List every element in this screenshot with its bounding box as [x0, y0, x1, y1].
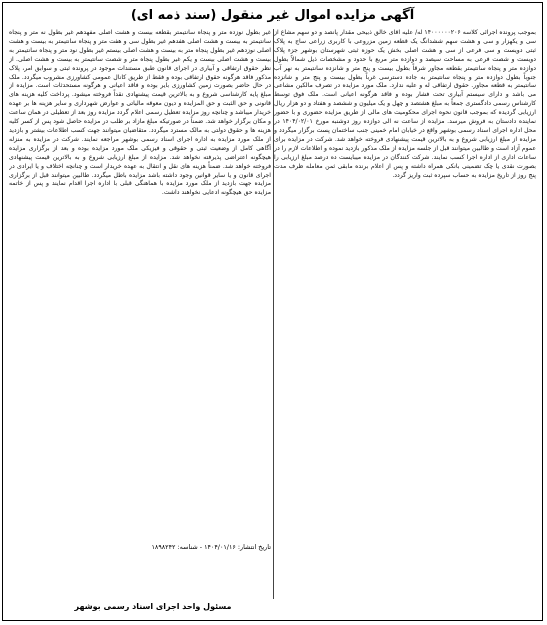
- notice-column-left: [9, 29, 271, 599]
- notice-frame: [2, 2, 543, 621]
- column-divider: [273, 29, 274, 599]
- notice-column-left-text: غیر بطول نوزده متر و پنجاه سانتیمتر بقطعه بیست و هشت اصلی مفهدهم غیر بطول نه متر و پنجاه سانتیمتر به بیست و هشت اصلی هفدهم غیر بطول سی و هفت متر و پنجاه سانتیمتر به بیست و هشت اصلی نوزدهم غیر بطول پنجاه متر به بیست و هشت اصلی بیستم غیر بطول نود متر و پنجاه سانتیمتر به بیست و هشت اصلی بیست و یکم غیر بطول پنجاه متر و شصت سانتیمتر به بیست و هشت اصلی. از نظر حقوق ارتفاقی و آبیاری در اجرای قانون طبق مستندات موجود در پرونده ثبتی و سوابق امر، پلاک مذکور فاقد هرگونه حقوق ارتفاقی بوده و فقط از طریق کانال عمومی کشاورزی مشروب میگردد. ملک در حال حاضر بصورت زمین کشاورزی بایر بوده و فاقد اعیانی و هرگونه مستحدثات است. مزایده از مبلغ پایه کارشناسی شروع و به بالاترین قیمت پیشنهادی نقداً فروخته میشود. پرداخت کلیه هزینه های قانونی و حق الثبت و حق المزایده و دیون معوقه مالیاتی و عوارض شهرداری و سایر هزینه ها بر عهده خریدار میباشد و چنانچه روز مزایده تعطیل رسمی اعلام گردد مزایده روز بعد از تعطیلی در همان ساعت و مکان برگزار خواهد شد. ضمناً در صورتیکه مبلغ مازاد بر طلب در مزایده حاصل شود پس از کسر کلیه هزینه ها و حقوق دولتی به مالک مسترد میگردد. متقاضیان میتوانند جهت کسب اطلاعات بیشتر و بازدید از ملک مورد مزایده به اداره اجرای اسناد رسمی بوشهر مراجعه نمایند. شرکت در مزایده به منزله آگاهی کامل از وضعیت ثبتی و حقوقی و فیزیکی ملک مورد مزایده بوده و بعد از برگزاری مزایده هیچگونه اعتراضی پذیرفته نخواهد شد. مزایده از مبلغ ارزیابی شروع و به بالاترین قیمت پیشنهادی فروخته خواهد شد. ضمناً هزینه های نقل و انتقال به عهده خریدار است و چنانچه اختلاف و یا ایرادی در اجرای قانون و یا سایر قوانین وجود داشته باشد مزایده باطل میگردد. طالبین میتوانند قبل از برگزاری مزایده جهت بازدید از ملک مورد مزایده با هماهنگی قبلی با اداره اجرا اقدام نمایند و پس از خاتمه مزایده حق هیچگونه ادعایی نخواهند داشت.: [9, 29, 271, 197]
- notice-column-right-text: بموجب پرونده اجرائی کلاسه ۱۴۰۰۰۰۰۰۲۰۶ له/ علیه آقای خالق ذبیحی مقدار پانصد و دو سهم مشاع از سی و یکهزار و سی و هشت سهم ششدانگ یک قطعه زمین مزروعی با کاربری زراعی ساج به پلاک ثبتی دویست و سی فرعی از سی و هشت اصلی بخش یک حوزه ثبتی شهرستان بوشهر جزء پلاک دویست و شصت فرعی به مساحت سیصد و دوازده متر مربع با حدود و مشخصات ذیل شمالاً بطول دوازده متر و پنجاه سانتیمتر بقطعه مجاور شرقاً بطول بیست و پنج متر و شانزده سانتیمتر به نهر آب جنوباً بطول دوازده متر و پنجاه سانتیمتر به جاده دسترسی غرباً بطول بیست و پنج متر و شانزده سانتیمتر به قطعه مجاور. حقوق ارتفاقی له و علیه ندارد. ملک مورد مزایده در تصرف مالکین مشاعی می باشد و دارای سیستم آبیاری تحت فشار بوده و فاقد هرگونه اعیانی است. ملک فوق توسط کارشناس رسمی دادگستری جمعاً به مبلغ هشتصد و چهل و یک میلیون و ششصد و هفتاد و دو هزار ریال ارزیابی گردیده که بموجب قانون نحوه اجرای محکومیت های مالی از طریق مزایده حضوری و با حضور نماینده دادستان به فروش میرسد. مزایده از ساعت نه الی دوازده روز دوشنبه مورخ ۱۴۰۴/۰۲/۰۱ در محل اداره اجرای اسناد رسمی بوشهر واقع در خیابان امام خمینی جنب ساختمان پست برگزار میگردد و مزایده از مبلغ ارزیابی شروع و به بالاترین قیمت پیشنهادی فروخته خواهد شد. شرکت در مزایده برای عموم آزاد است و طالبین میتوانند قبل از جلسه مزایده از ملک مذکور بازدید نموده و اطلاعات لازم را در ساعات اداری از اداره اجرا کسب نمایند. شرکت کنندگان در مزایده میبایست ده درصد مبلغ ارزیابی را بصورت نقدی یا چک تضمینی بانکی همراه داشته و پس از اعلام برنده مابقی ثمن معامله ظرف مدت پنج روز از تاریخ مزایده به حساب سپرده ثبت واریز گردد.: [274, 29, 536, 179]
- notice-column-right: [274, 29, 536, 599]
- publish-date: تاریخ انتشار: ۱۴۰۴/۰۱/۱۶ - شناسه: ۱۸۹۸۲۴۲: [151, 543, 271, 551]
- signature-line: مسئول واحد اجرای اسناد رسمی بوشهر: [74, 602, 232, 611]
- notice-body: [9, 29, 536, 599]
- notice-title: آگهی مزایده اموال غیر منقول (سند ذمه ای): [130, 8, 415, 23]
